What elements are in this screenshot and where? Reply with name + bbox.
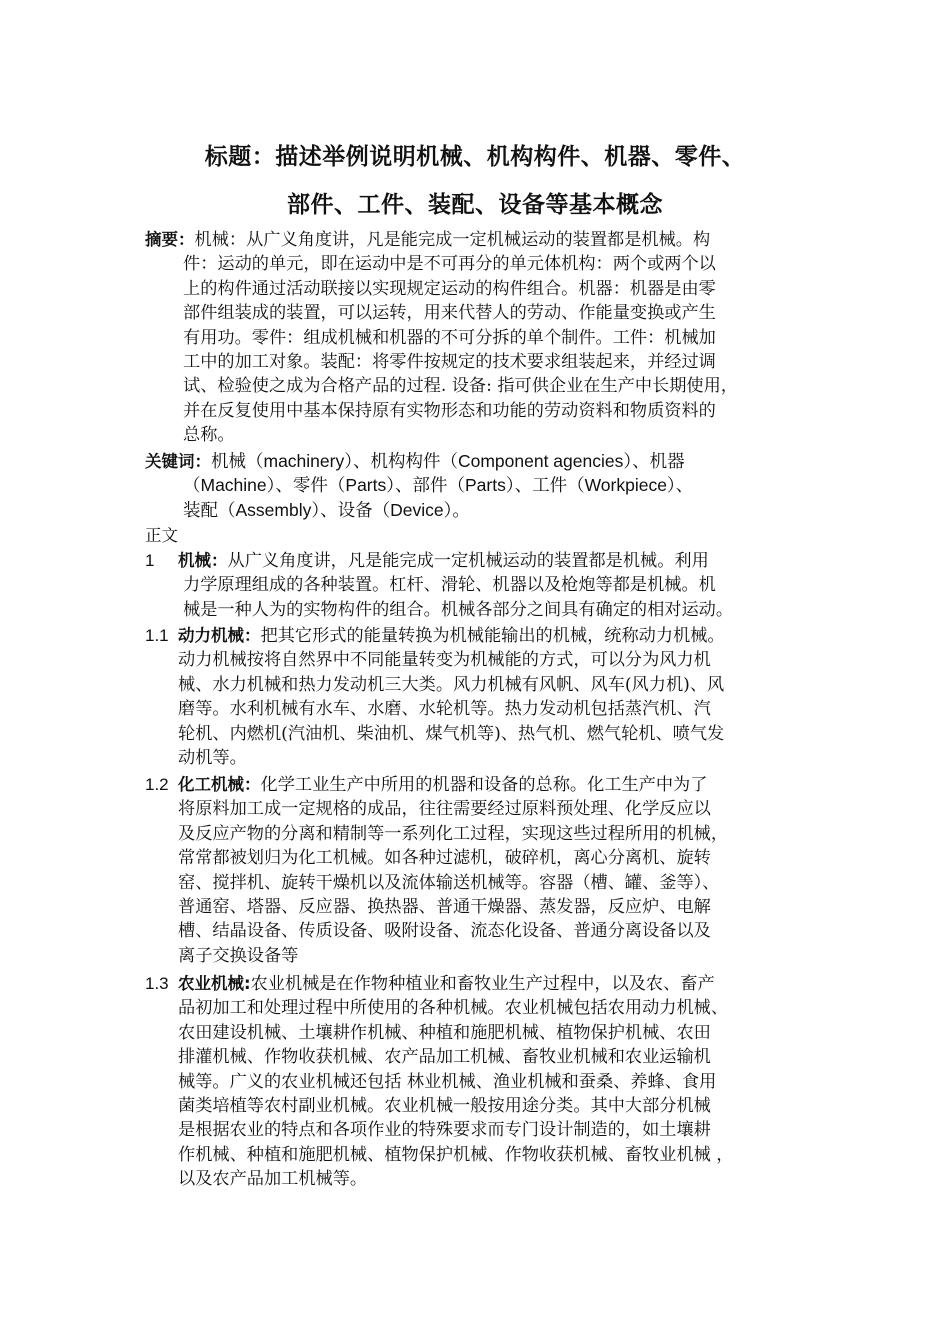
abstract-line: 件：运动的单元，即在运动中是不可再分的单元体机构：两个或两个以: [183, 254, 716, 275]
section-line: 作机械、种植和施肥机械、植物保护机械、作物收获机械、畜牧业机械 ，: [178, 1144, 734, 1165]
section-number: 1.1: [145, 626, 169, 645]
section-line: 是根据农业的特点和各项作业的特殊要求而专门设计制造的，如土壤耕: [178, 1120, 711, 1141]
abstract-section: [145, 228, 815, 448]
section-line: 农田建设机械、土壤耕作机械、种植和施肥机械、植物保护机械、农田: [178, 1022, 711, 1043]
section-line: 品初加工和处理过程中所使用的各种机械。农业机械包括农用动力机械、: [178, 998, 729, 1019]
section-term: 动力机械：: [178, 626, 261, 645]
section-line: 离子交换设备等: [178, 945, 299, 966]
section-1-1: [145, 624, 815, 770]
section-number: 1.3: [145, 974, 169, 993]
section-number: 1.2: [145, 775, 169, 794]
section-line: 把其它形式的能量转换为机械能输出的机械，统称动力机械。: [260, 626, 725, 646]
abstract-line: 总称。: [183, 425, 235, 446]
title-line-2: 部件、工件、装配、设备等基本概念: [287, 192, 663, 218]
section-line: 械、水力机械和热力发动机三大类。风力机械有风帆、风车(风力机)、风: [178, 674, 725, 695]
section-line: 动力机械按将自然界中不同能量转变为机械能的方式，可以分为风力机: [178, 650, 711, 671]
keywords-section: [145, 449, 815, 522]
keywords-line: 装配（Assembly）、设备（Device）。: [183, 499, 470, 520]
section-term: 化工机械：: [178, 775, 261, 794]
section-line: 窑、搅拌机、旋转干燥机以及流体输送机械等。容器（槽、罐、釜等）、: [178, 872, 720, 893]
section-line: 常常都被划归为化工机械。如各种过滤机，破碎机，离心分离机、旋转: [178, 848, 711, 869]
keywords-line: （Machine）、零件（Parts）、部件（Parts）、工件（Workpiece）、: [183, 475, 694, 496]
section-term: 农业机械:: [178, 974, 251, 993]
section-line: 槽、结晶设备、传质设备、吸附设备、流态化设备、普通分离设备以及: [178, 921, 711, 942]
section-line: 排灌机械、作物收获机械、农产品加工机械、畜牧业机械和农业运输机: [178, 1047, 711, 1068]
abstract-line: 上的构件通过活动联接以实现规定运动的构件组合。机器：机器是由零: [183, 278, 716, 299]
abstract-line: 工中的加工对象。装配：将零件按规定的技术要求组装起来，并经过调: [183, 351, 716, 372]
abstract-line: 部件组装成的装置，可以运转，用来代替人的劳动、作能量变换或产生: [183, 303, 716, 324]
section-line: 化学工业生产中所用的机器和设备的总称。化工生产中为了: [260, 775, 708, 795]
section-line: 力学原理组成的各种装置。杠杆、滑轮、机器以及枪炮等都是机械。机: [183, 575, 716, 596]
section-line: 农业机械是在作物种植业和畜牧业生产过程中，以及农、畜产: [250, 974, 715, 994]
section-line: 动机等。: [178, 747, 247, 768]
section-1: [145, 549, 815, 622]
body-heading: 正文: [145, 526, 178, 545]
section-1-3: [145, 972, 815, 1192]
keywords-label: 关键词：: [145, 452, 211, 471]
section-line: 轮机、内燃机(汽油机、柴油机、煤气机等)、热气机、燃气轮机、喷气发: [178, 723, 725, 744]
section-line: 以及农产品加工机械等。: [178, 1169, 368, 1190]
abstract-line: 有用功。零件：组成机械和机器的不可分拆的单个制件。工件：机械加: [183, 327, 716, 348]
section-line: 菌类培植等农村副业机械。农业机械一般按用途分类。其中大部分机械: [178, 1095, 711, 1116]
section-line: 及反应产物的分离和精制等一系列化工过程，实现这些过程所用的机械，: [178, 823, 729, 844]
section-line: 械等。广义的农业机械还包括 林业机械、渔业机械和蚕桑、养蜂、食用: [178, 1071, 717, 1092]
section-line: 普通窑、塔器、反应器、换热器、普通干燥器、蒸发器，反应炉、电解: [178, 896, 711, 917]
section-1-2: [145, 773, 815, 968]
abstract-line: 机械：从广义角度讲，凡是能完成一定机械运动的装置都是机械。构: [194, 230, 711, 250]
section-line: 磨等。水利机械有水车、水磨、水轮机等。热力发动机包括蒸汽机、汽: [178, 699, 711, 720]
section-line: 械是一种人为的实物构件的组合。机械各部分之间具有确定的相对运动。: [183, 599, 734, 620]
abstract-line: 试、检验使之成为合格产品的过程. 设备: 指可供企业在生产中长期使用，: [183, 376, 738, 397]
section-term: 机械：: [178, 551, 228, 570]
section-line: 将原料加工成一定规格的成品，往往需要经过原料预处理、化学反应以: [178, 799, 711, 820]
abstract-label: 摘要：: [145, 230, 195, 249]
section-number: 1: [145, 551, 155, 570]
section-line: 从广义角度讲，凡是能完成一定机械运动的装置都是机械。利用: [227, 551, 709, 571]
abstract-line: 并在反复使用中基本保持原有实物形态和功能的劳动资料和物质资料的: [183, 400, 716, 421]
title-line-1: 标题：描述举例说明机械、机构构件、机器、零件、: [204, 144, 746, 170]
keywords-line: 机械（machinery）、机构构件（Component agencies）、机器: [211, 451, 685, 471]
